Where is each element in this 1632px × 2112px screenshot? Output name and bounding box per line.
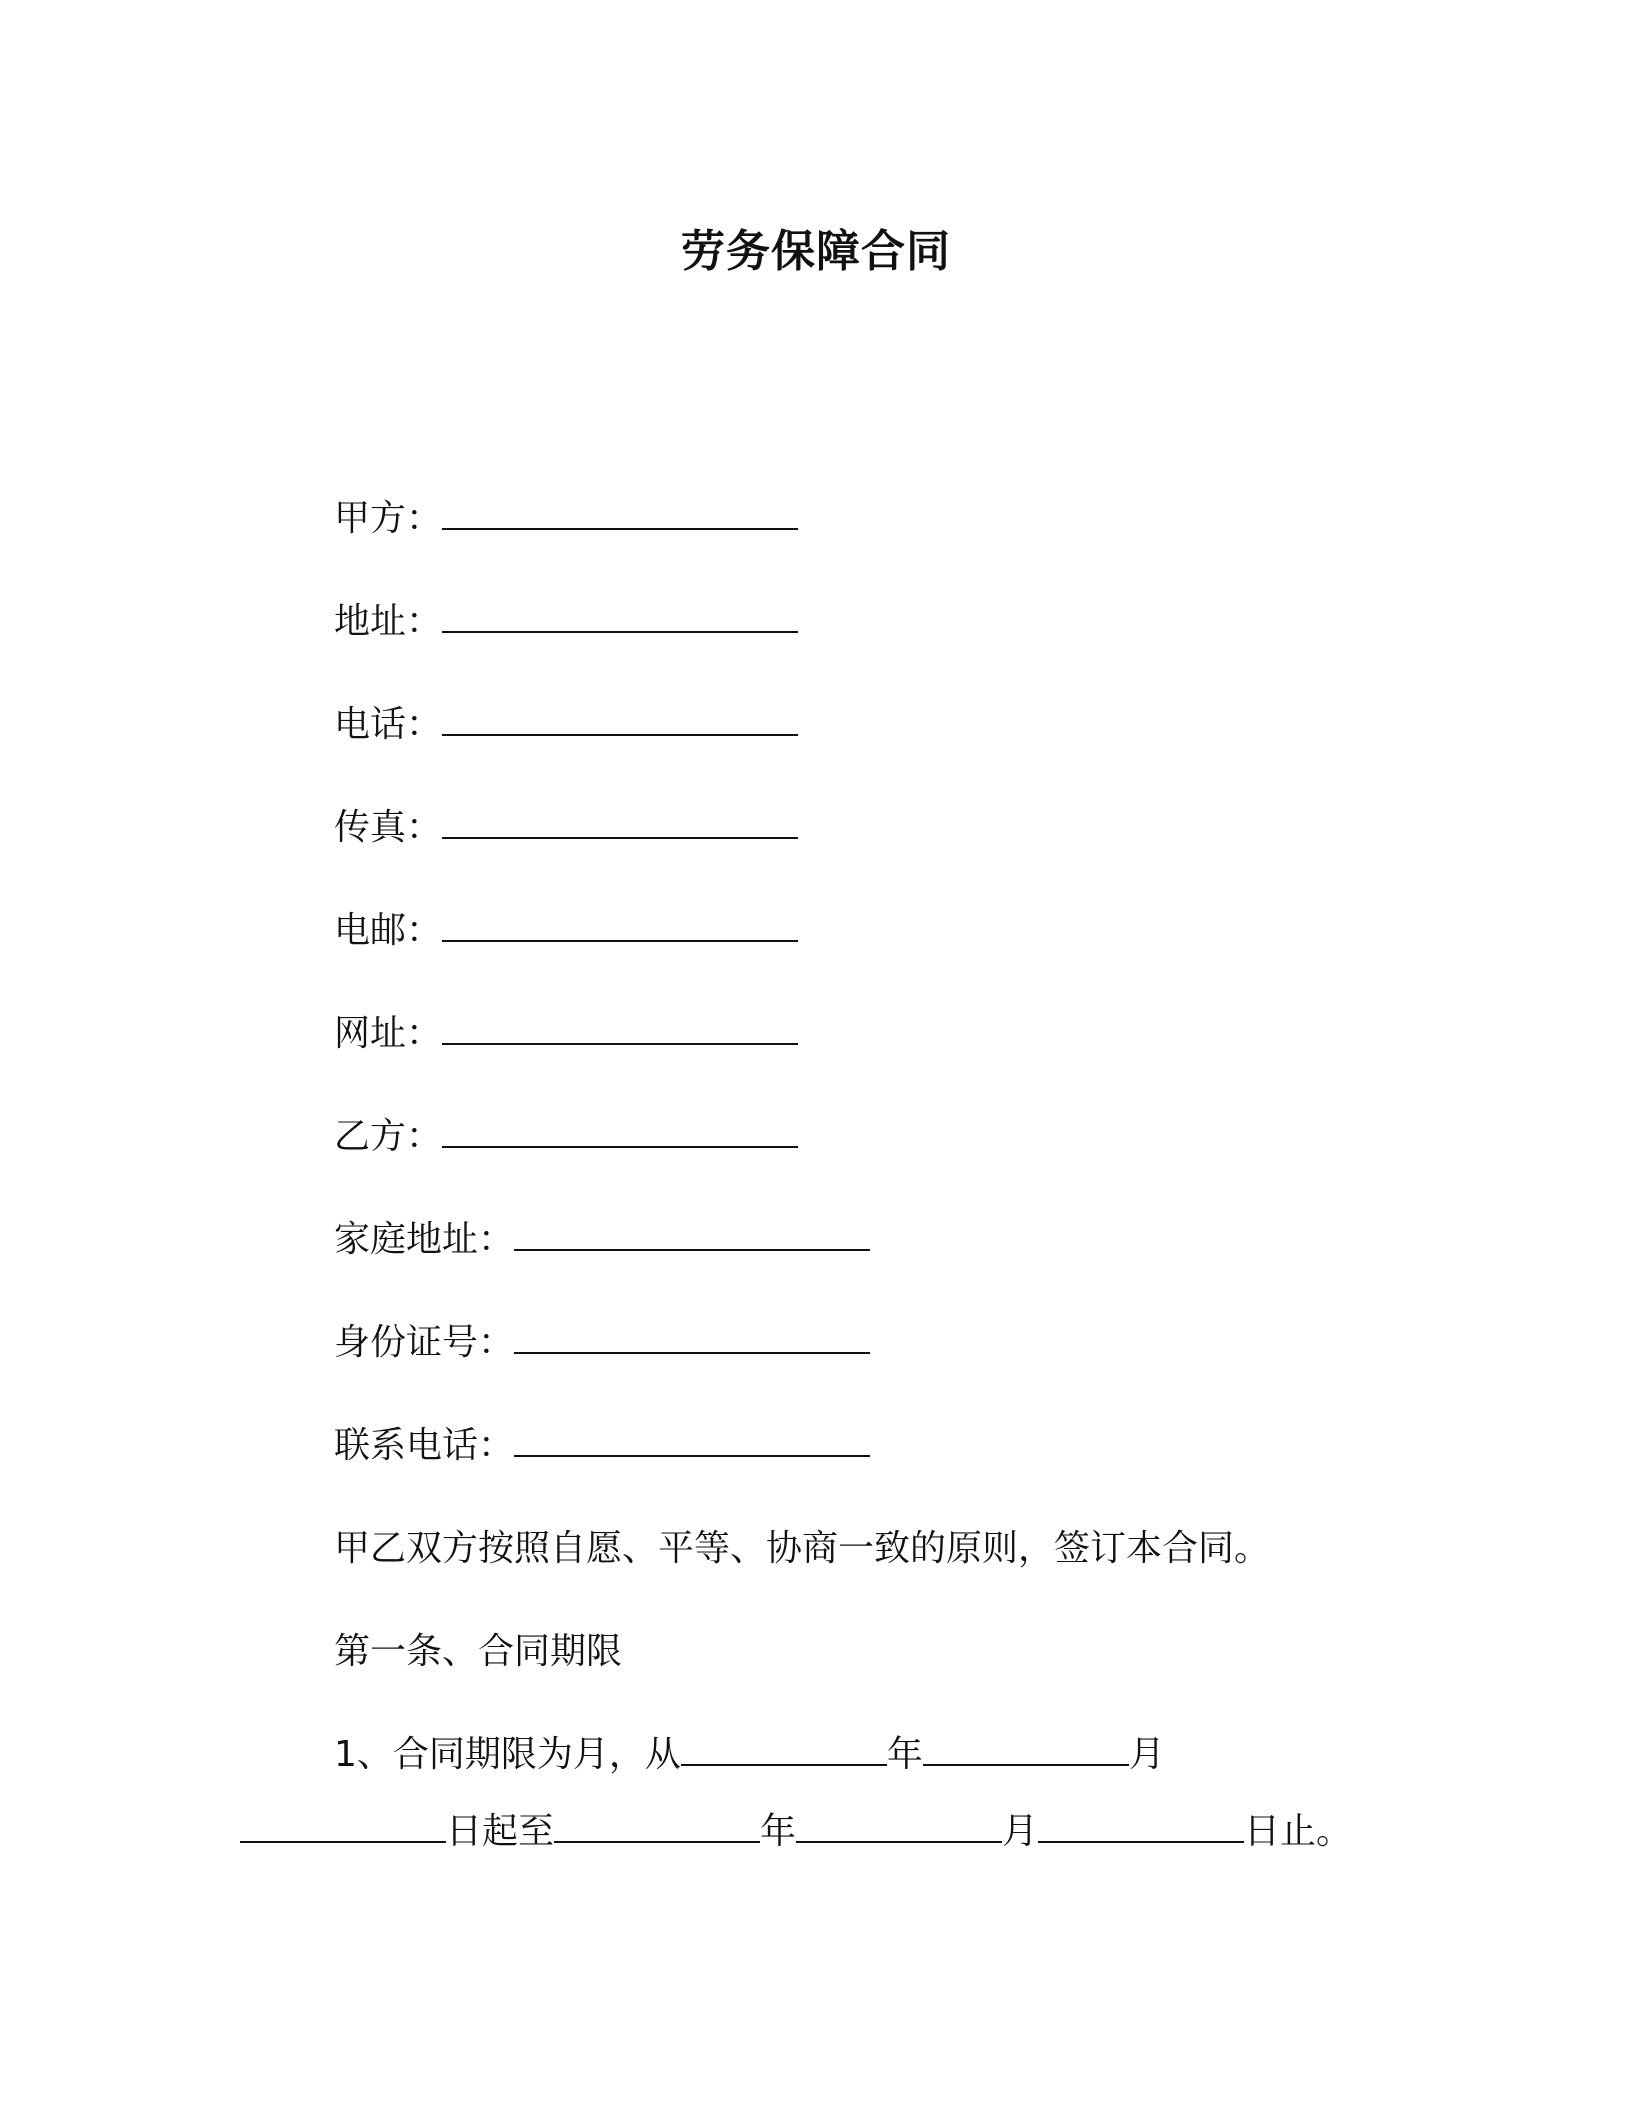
field-label: 网址： [334, 1013, 443, 1054]
month-label: 月 [1128, 1734, 1165, 1775]
party-b-blank[interactable] [442, 1116, 798, 1148]
document-title: 劳务保障合同 [681, 226, 951, 277]
contact-phone-field [334, 1421, 870, 1471]
start-day-blank[interactable] [240, 1811, 446, 1843]
home-address-blank[interactable] [514, 1219, 870, 1251]
end-suffix: 日止。 [1244, 1811, 1353, 1852]
start-year-blank[interactable] [681, 1734, 887, 1766]
field-label: 传真： [334, 807, 443, 848]
email-blank[interactable] [442, 910, 798, 942]
field-label: 家庭地址： [334, 1219, 515, 1260]
end-year-blank[interactable] [554, 1811, 760, 1843]
clause-1-line-2 [240, 1807, 1352, 1857]
website-field [334, 1009, 798, 1059]
party-a-blank[interactable] [442, 498, 798, 530]
party-b-field [334, 1112, 798, 1162]
id-number-field [334, 1318, 870, 1368]
month-label: 月 [1002, 1811, 1039, 1852]
start-suffix: 日起至 [446, 1811, 555, 1852]
fax-blank[interactable] [442, 807, 798, 839]
start-month-blank[interactable] [923, 1734, 1129, 1766]
field-label: 电邮： [334, 910, 443, 951]
field-label: 乙方： [334, 1116, 443, 1157]
end-month-blank[interactable] [796, 1811, 1002, 1843]
phone-blank[interactable] [442, 704, 798, 736]
year-label: 年 [886, 1734, 923, 1775]
party-a-field [334, 494, 798, 544]
email-field [334, 906, 798, 956]
home-address-field [334, 1215, 870, 1265]
field-label: 身份证号： [334, 1322, 515, 1363]
field-label: 甲方： [334, 498, 443, 539]
contact-phone-blank[interactable] [514, 1425, 870, 1457]
article-1-heading: 第一条、合同期限 [334, 1631, 623, 1672]
phone-field [334, 700, 798, 750]
year-label: 年 [760, 1811, 797, 1852]
address-blank[interactable] [442, 601, 798, 633]
fax-field [334, 803, 798, 853]
field-label: 电话： [334, 704, 443, 745]
field-label: 地址： [334, 601, 443, 642]
clause-1-line-1 [334, 1730, 1165, 1780]
website-blank[interactable] [442, 1013, 798, 1045]
intro-paragraph: 甲乙双方按照自愿、平等、协商一致的原则，签订本合同。 [334, 1528, 1271, 1569]
address-field [334, 597, 798, 647]
clause-1-prefix: 1、合同期限为月，从 [334, 1734, 681, 1775]
id-number-blank[interactable] [514, 1322, 870, 1354]
end-day-blank[interactable] [1038, 1811, 1244, 1843]
field-label: 联系电话： [334, 1425, 515, 1466]
